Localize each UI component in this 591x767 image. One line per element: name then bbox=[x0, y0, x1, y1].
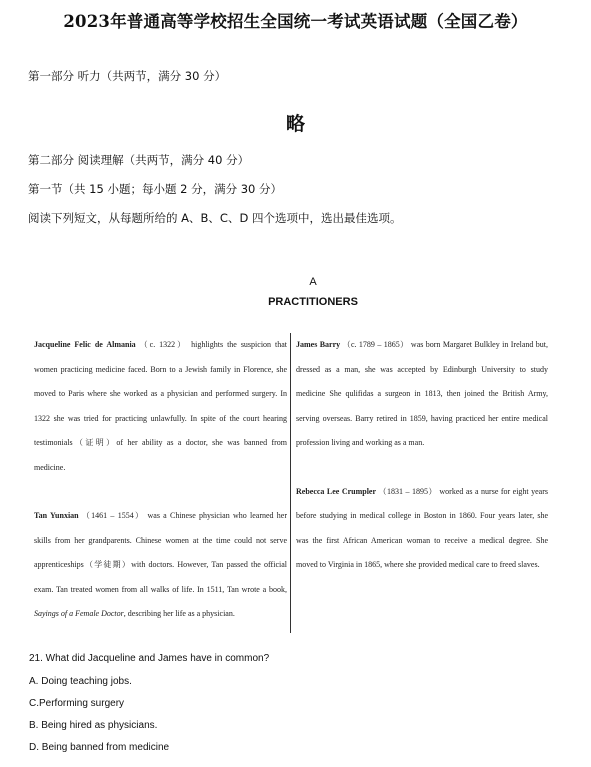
reading-heading: 第二部分 阅读理解（共两节，满分 40 分） bbox=[28, 153, 250, 167]
exam-title: 2023年普通高等学校招生全国统一考试英语试题（全国乙卷） bbox=[63, 12, 528, 31]
reading-instruction: 阅读下列短文，从每题所给的 A、B、C、D 四个选项中，选出最佳选项。 bbox=[28, 211, 402, 225]
listening-omitted-mark: 略 bbox=[285, 113, 305, 135]
passage-left-column bbox=[34, 333, 287, 627]
bio-rebecca-crumpler bbox=[296, 480, 548, 578]
listening-heading: 第一部分 听力（共两节，满分 30 分） bbox=[28, 69, 227, 83]
option-c[interactable]: C.Performing surgery bbox=[29, 698, 125, 709]
option-b[interactable]: B. Being hired as physicians. bbox=[29, 720, 158, 731]
bio-name: James Barry bbox=[296, 340, 341, 349]
passage-letter: A bbox=[309, 276, 317, 288]
option-a[interactable]: A. Doing teaching jobs. bbox=[29, 676, 132, 687]
bio-name: Rebecca Lee Crumpler bbox=[296, 486, 377, 496]
section-one-heading: 第一节（共 15 小题；每小题 2 分，满分 30 分） bbox=[28, 182, 283, 196]
bio-text: was a Chinese physician who learned her skills from her grandparents. Chinese women at the time could not serve apprenticeships（学徒期）with doctors. However, Tan passed the official exam. Tan treated women from all walks of life. In 1511, Tan wrote a book, bbox=[34, 511, 288, 594]
bio-text: highlights the suspicion that women practicing medicine faced. Born to a Jewish family in Florence, she moved to Paris where she worked as a physician and performed surgery. In 1322 she was tried for practicing unlawfully. In spite of the court hearing testimonials（证明）of her ability as a doctor, she was banned from medicine. bbox=[34, 340, 288, 472]
bio-name: Tan Yunxian bbox=[34, 511, 79, 520]
bio-dates: （c. 1322） bbox=[139, 340, 188, 349]
bio-jacqueline bbox=[34, 333, 287, 480]
bio-james-barry bbox=[296, 333, 548, 456]
option-d[interactable]: D. Being banned from medicine bbox=[29, 742, 170, 753]
bio-name: Jacqueline Felic de Almania bbox=[34, 340, 136, 349]
book-title: Sayings of a Female Doctor bbox=[34, 609, 124, 618]
passage-right-column bbox=[296, 333, 548, 578]
bio-text: worked as a nurse for eight years before studying in medical college in Boston in 1860. Four years later, she was the first African American woman to receive a medical degree. She moved to Virginia in 1865, where she provided medical care to freed slaves. bbox=[296, 486, 549, 569]
bio-dates: （1831 – 1895） bbox=[378, 486, 437, 496]
bio-dates: （1461 – 1554） bbox=[81, 511, 145, 520]
question-stem: 21. What did Jacqueline and James have in common? bbox=[29, 653, 270, 664]
column-divider bbox=[290, 333, 291, 633]
bio-text: was born Margaret Bulkley in Ireland but, dressed as a man, she was accepted by Edinburgh University to study medicine She qulifidas a surgeon in 1813, then joined the British Army, serving overseas. Barry retired in 1859, having practiced her entire medical profession living and working as a man. bbox=[296, 340, 549, 447]
passage-title: PRACTITIONERS bbox=[268, 296, 358, 308]
bio-tan-yunxian bbox=[34, 504, 287, 627]
bio-dates: （c. 1789 – 1865） bbox=[342, 340, 409, 349]
bio-text-end: , describing her life as a physician. bbox=[123, 609, 235, 618]
